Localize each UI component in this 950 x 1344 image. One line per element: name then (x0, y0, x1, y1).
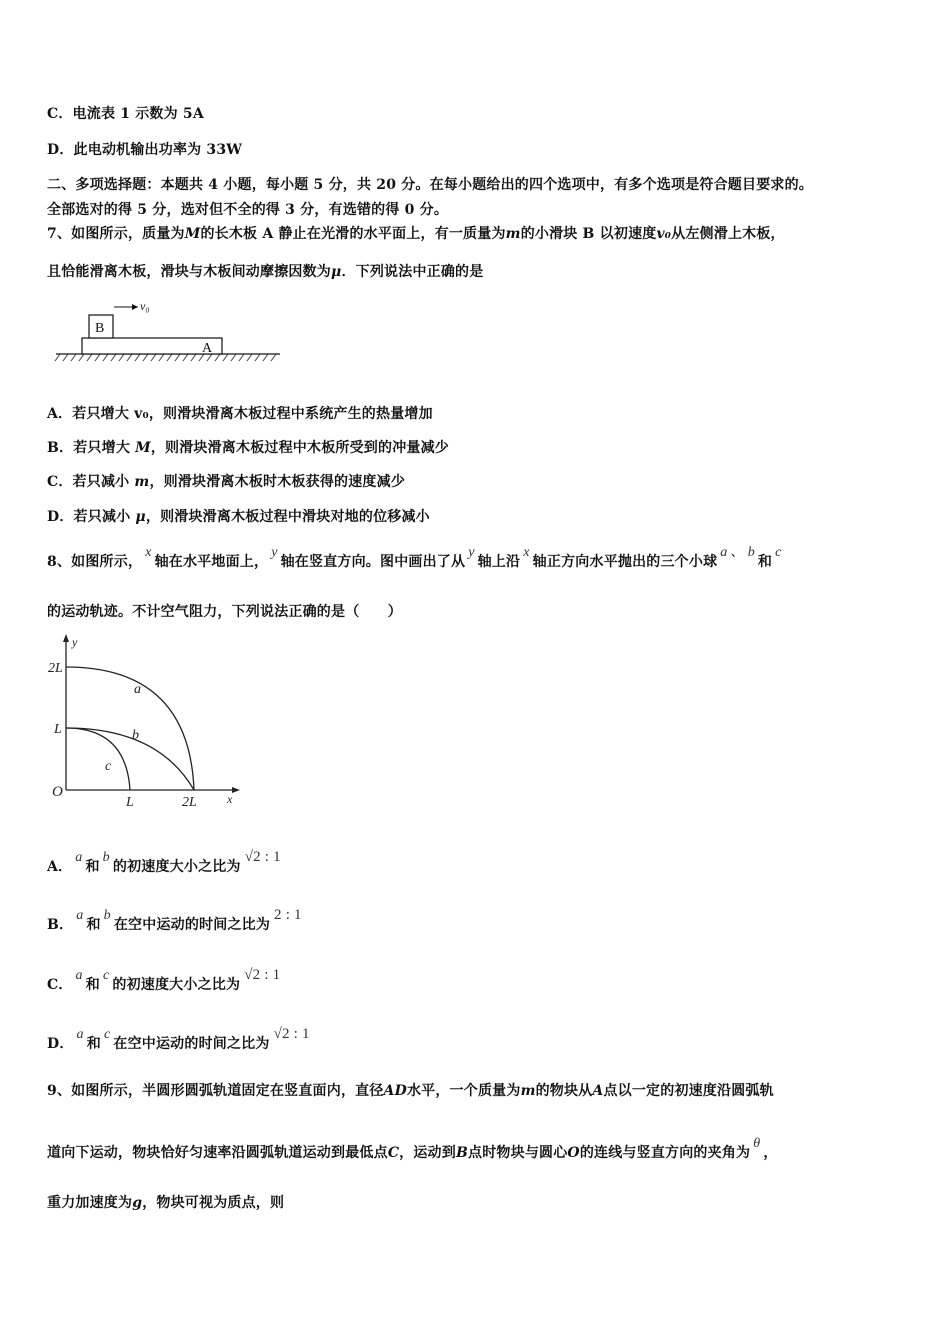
q9-stem-line3: 重力加速度为g，物块可视为质点，则 (47, 1195, 285, 1211)
q7-stem-line2: 且恰能滑离木板，滑块与木板间动摩擦因数为μ．下列说法中正确的是 (47, 264, 484, 280)
curve-label-b: b (132, 728, 139, 743)
q7-option-c: C．若只减小 m，则滑块滑离木板时木板获得的速度减少 (47, 474, 406, 490)
board-a-label: A (202, 341, 213, 356)
x-axis-label: x (227, 792, 233, 806)
curve-label-c: c (105, 759, 112, 774)
q8-graph (46, 630, 246, 808)
q7-option-b: B．若只增大 M，则滑块滑离木板过程中木板所受到的冲量减少 (47, 440, 450, 456)
q8-stem-line1: 8、如图所示，x轴在水平地面上，y轴在竖直方向。图中画出了从y轴上沿x轴正方向水平抛出的三个小球a 、 b和c (47, 544, 782, 570)
tick-2l-x: 2L (182, 795, 197, 808)
velocity-label: v₀ (140, 299, 150, 313)
q9-stem-line2: 道向下运动，物块恰好匀速率沿圆弧轨道运动到最低点C，运动到B点时物块与圆心O的连线与竖直方向的夹角为θ， (47, 1136, 778, 1161)
q7-stem-line1: 7、如图所示，质量为M的长木板 A 静止在光滑的水平面上，有一质量为m的小滑块 B 以初速度v₀从左侧滑上木板， (47, 226, 785, 242)
q7-option-a: A．若只增大 v₀，则滑块滑离木板过程中系统产生的热量增加 (47, 406, 433, 422)
q7-figure (52, 298, 282, 368)
q7-option-d: D．若只减小 μ，则滑块滑离木板过程中滑块对地的位移减小 (47, 509, 430, 525)
q9-stem-line1: 9、如图所示，半圆形圆弧轨道固定在竖直面内，直径AD水平，一个质量为m的物块从A点以一定的初速度沿圆弧轨 (47, 1083, 774, 1099)
tick-l-x: L (126, 795, 134, 808)
tick-2l-y: 2L (48, 661, 63, 676)
curve-label-a: a (134, 682, 141, 697)
board-a (82, 338, 222, 354)
option-c-previous: C．电流表 1 示数为 5A (47, 106, 204, 122)
section2-instructions-line2: 全部选对的得 5 分，选对但不全的得 3 分，有选错的得 0 分。 (47, 202, 449, 218)
trajectory-b (66, 728, 194, 790)
block-b-label: B (95, 321, 105, 336)
origin-label: O (52, 784, 63, 800)
option-d-previous: D．此电动机输出功率为 33W (47, 142, 243, 158)
section2-instructions-line1: 二、多项选择题：本题共 4 小题，每小题 5 分，共 20 分。在每小题给出的四个选项中，有多个选项是符合题目要求的。 (47, 177, 814, 193)
trajectory-c (66, 728, 130, 790)
q8-stem-line2: 的运动轨迹。不计空气阻力，下列说法正确的是（ ） (47, 604, 402, 620)
y-axis-label: y (72, 635, 78, 649)
q8-option-d: D．a和c在空中运动的时间之比为√2 : 1 (47, 1026, 310, 1052)
q8-option-b: B．a和b在空中运动的时间之比为2 : 1 (47, 907, 302, 933)
tick-l-y: L (54, 722, 62, 737)
q8-option-c: C．a和c的初速度大小之比为√2 : 1 (47, 967, 281, 993)
q8-option-a: A．a和b的初速度大小之比为√2 : 1 (47, 849, 281, 875)
